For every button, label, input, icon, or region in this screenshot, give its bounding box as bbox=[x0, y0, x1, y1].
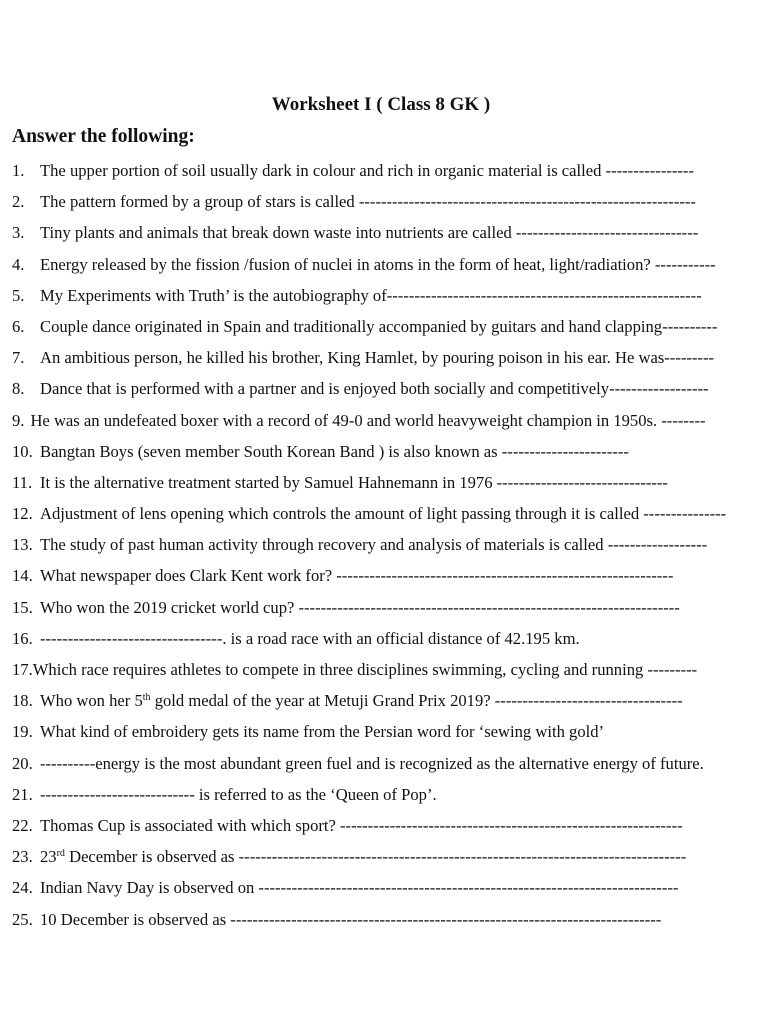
question-number: 18. bbox=[12, 691, 33, 711]
question-item bbox=[0, 155, 768, 186]
question-number: 19. bbox=[12, 722, 33, 742]
question-number: 4. bbox=[12, 254, 25, 274]
question-list bbox=[0, 155, 768, 935]
question-item bbox=[0, 623, 768, 654]
question-number: 14. bbox=[12, 566, 33, 586]
question-text: The upper portion of soil usually dark in colour and rich in organic material is called ---------------- bbox=[40, 161, 694, 180]
question-item bbox=[0, 249, 768, 280]
question-number: 20. bbox=[12, 753, 33, 773]
question-item bbox=[0, 748, 768, 779]
question-item bbox=[0, 217, 768, 248]
question-number: 6. bbox=[12, 316, 25, 336]
question-number: 11. bbox=[12, 472, 33, 492]
question-number: 2. bbox=[12, 192, 25, 212]
question-item bbox=[0, 841, 768, 872]
question-text: Indian Navy Day is observed on ---------------------------------------------------------------------------- bbox=[40, 878, 679, 898]
question-item bbox=[0, 654, 768, 685]
question-number: 1. bbox=[12, 161, 25, 180]
question-text bbox=[40, 841, 686, 872]
question-item bbox=[0, 311, 768, 342]
question-number: 13. bbox=[12, 535, 33, 555]
question-text: The study of past human activity through recovery and analysis of materials is called ------------------ bbox=[40, 535, 708, 555]
question-text: What newspaper does Clark Kent work for? ------------------------------------------------------------- bbox=[40, 566, 674, 586]
question-text: Energy released by the fission /fusion of nuclei in atoms in the form of heat, light/radiation? ----------- bbox=[40, 254, 716, 274]
question-text: An ambitious person, he killed his brother, King Hamlet, by pouring poison in his ear. He was--------- bbox=[40, 348, 715, 368]
question-item bbox=[0, 529, 768, 560]
question-number: 12. bbox=[12, 504, 33, 524]
question-number: 9. bbox=[12, 410, 25, 430]
question-number: 21. bbox=[12, 784, 33, 804]
question-text: What kind of embroidery gets its name from the Persian word for ‘sewing with gold’ bbox=[40, 722, 605, 742]
question-text: Dance that is performed with a partner and is enjoyed both socially and competitively------------------ bbox=[40, 379, 709, 399]
question-number: 16. bbox=[12, 628, 33, 648]
question-number: 17. bbox=[12, 660, 33, 679]
question-text: 10 December is observed as ------------------------------------------------------------------------------ bbox=[40, 909, 662, 929]
instruction-heading: Answer the following: bbox=[12, 126, 195, 147]
question-text: Which race requires athletes to compete in three disciplines swimming, cycling and running --------- bbox=[32, 660, 698, 679]
question-item bbox=[0, 716, 768, 747]
question-text bbox=[40, 685, 683, 716]
question-text: Bangtan Boys (seven member South Korean Band ) is also known as ----------------------- bbox=[40, 441, 629, 461]
question-item bbox=[0, 342, 768, 373]
question-text: He was an undefeated boxer with a record of 49-0 and world heavyweight champion in 1950s. -------- bbox=[30, 410, 706, 430]
question-item bbox=[0, 498, 768, 529]
question-item bbox=[0, 280, 768, 311]
question-text: It is the alternative treatment started by Samuel Hahnemann in 1976 ------------------------------- bbox=[40, 472, 668, 492]
question-item bbox=[0, 872, 768, 903]
ordinal-suffix: th bbox=[142, 692, 151, 704]
question-number: 5. bbox=[12, 285, 25, 305]
question-text: Adjustment of lens opening which controls the amount of light passing through it is called --------------- bbox=[40, 504, 727, 524]
question-text-part: gold medal of the year at Metuji Grand Prix 2019? ---------------------------------- bbox=[150, 691, 683, 711]
question-number: 8. bbox=[12, 379, 25, 399]
question-text: Who won the 2019 cricket world cup? --------------------------------------------------------------------- bbox=[40, 597, 680, 617]
question-item bbox=[0, 436, 768, 467]
question-item bbox=[0, 592, 768, 623]
question-number: 25. bbox=[12, 909, 33, 929]
question-number: 7. bbox=[12, 348, 25, 368]
question-text: My Experiments with Truth’ is the autobiography of--------------------------------------------------------- bbox=[40, 285, 702, 305]
question-number: 24. bbox=[12, 878, 33, 898]
question-item bbox=[0, 810, 768, 841]
question-text: Couple dance originated in Spain and traditionally accompanied by guitars and hand clapping---------- bbox=[40, 316, 718, 336]
question-text: ---------------------------------. is a road race with an official distance of 42.195 km. bbox=[40, 628, 580, 648]
question-number: 10. bbox=[12, 441, 33, 461]
question-item bbox=[0, 186, 768, 217]
ordinal-suffix: rd bbox=[56, 848, 65, 860]
question-number: 15. bbox=[12, 597, 33, 617]
question-text: ----------energy is the most abundant green fuel and is recognized as the alternative energy of future. bbox=[40, 753, 704, 773]
question-item bbox=[0, 467, 768, 498]
question-item bbox=[0, 405, 768, 436]
question-text-part: December is observed as --------------------------------------------------------------------------------- bbox=[64, 847, 687, 867]
worksheet-title: Worksheet I ( Class 8 GK ) bbox=[271, 94, 491, 115]
question-item bbox=[0, 779, 768, 810]
question-text: The pattern formed by a group of stars is called ------------------------------------------------------------- bbox=[40, 192, 696, 212]
question-item bbox=[0, 560, 768, 591]
question-item bbox=[0, 904, 768, 935]
question-number: 22. bbox=[12, 815, 33, 835]
question-text: Tiny plants and animals that break down waste into nutrients are called --------------------------------- bbox=[40, 223, 699, 243]
question-item bbox=[0, 685, 768, 716]
question-number: 23. bbox=[12, 847, 33, 867]
question-text-part: 23 bbox=[40, 847, 57, 867]
question-number: 3. bbox=[12, 223, 25, 243]
question-item bbox=[0, 373, 768, 404]
question-text-part: Who won her 5 bbox=[40, 691, 143, 711]
question-text: ---------------------------- is referred to as the ‘Queen of Pop’. bbox=[40, 784, 437, 804]
question-text: Thomas Cup is associated with which sport? -------------------------------------------------------------- bbox=[40, 815, 683, 835]
